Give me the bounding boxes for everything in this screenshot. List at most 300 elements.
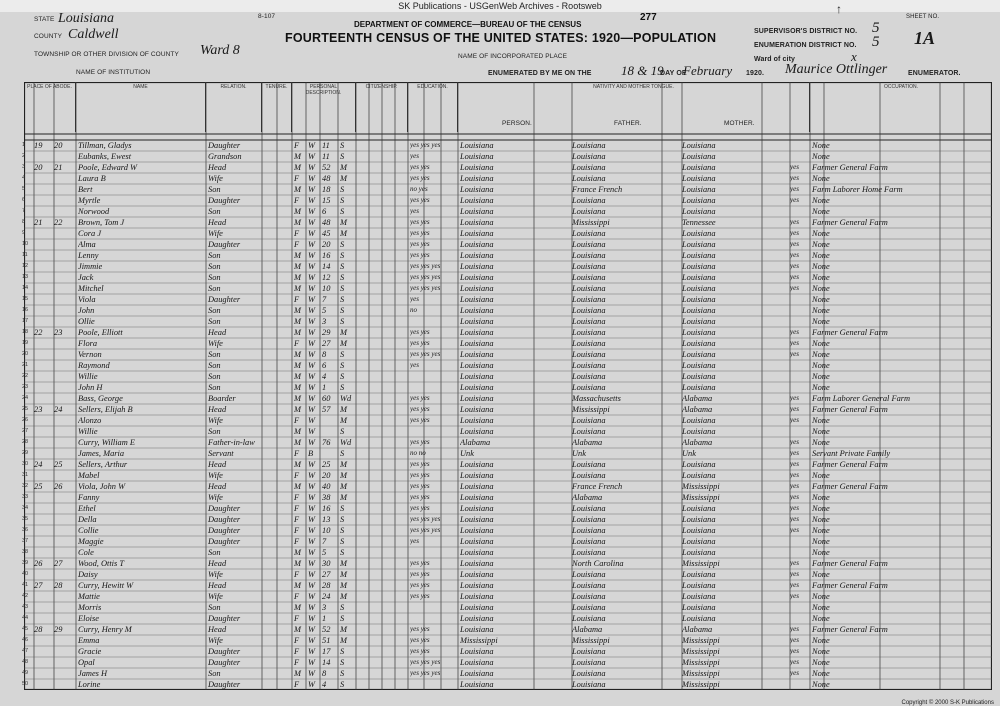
- cell-fpob: Louisiana: [572, 262, 606, 271]
- cell-rel: Son: [208, 317, 221, 326]
- cell-edu: [410, 613, 458, 624]
- county-value: Caldwell: [68, 27, 119, 42]
- cell-rel: Father-in-law: [208, 438, 255, 447]
- cell-edu: [410, 382, 458, 393]
- cell-ms: S: [340, 152, 345, 161]
- cell-race: W: [308, 383, 315, 392]
- cell-race: W: [308, 548, 315, 557]
- cell-name: Daisy: [78, 570, 98, 579]
- cell-edu: yes yes: [410, 504, 430, 512]
- cell-fpob: Louisiana: [572, 229, 606, 238]
- cell-occ: None: [812, 361, 830, 370]
- cell-dw: 25: [54, 460, 63, 469]
- cell-pob: Louisiana: [460, 581, 494, 590]
- cell-n: 23: [22, 384, 29, 390]
- cell-mpob: Alabama: [682, 625, 713, 634]
- cell-race: W: [308, 361, 315, 370]
- cell-mpob: Louisiana: [682, 251, 716, 260]
- cell-race: W: [308, 416, 315, 425]
- cell-edu: yes yes yes: [410, 284, 441, 292]
- cell-n: 48: [22, 659, 29, 665]
- cell-occ: None: [812, 427, 830, 436]
- column-header-citizenship: CITIZENSHIP.: [356, 82, 408, 132]
- cell-age: 40: [322, 482, 331, 491]
- cell-eng: yes: [790, 174, 799, 182]
- cell-rel: Daughter: [208, 537, 241, 546]
- cell-sex: M: [294, 218, 301, 227]
- cell-dw: [54, 294, 72, 305]
- cell-edu: yes yes yes: [410, 515, 441, 523]
- cell-n: 47: [22, 648, 29, 654]
- cell-race: W: [308, 504, 315, 513]
- table-row: [24, 283, 992, 294]
- cell-mpob: Louisiana: [682, 361, 716, 370]
- cell-rel: Daughter: [208, 647, 241, 656]
- cell-ms: S: [340, 449, 345, 458]
- cell-eng: [790, 613, 808, 624]
- cell-edu: yes yes: [410, 405, 430, 413]
- cell-edu: [410, 426, 458, 437]
- cell-ms: M: [340, 581, 347, 590]
- cell-ms: S: [340, 427, 345, 436]
- cell-pob: Louisiana: [460, 537, 494, 546]
- table-row: [24, 415, 992, 426]
- cell-ms: S: [340, 317, 345, 326]
- cell-mpob: Louisiana: [682, 592, 716, 601]
- cell-race: W: [308, 152, 315, 161]
- cell-race: W: [308, 427, 315, 436]
- cell-edu: yes yes: [410, 647, 430, 655]
- cell-edu: yes yes: [410, 229, 430, 237]
- cell-fpob: Louisiana: [572, 427, 606, 436]
- cell-race: W: [308, 141, 315, 150]
- column-header-relation: RELATION.: [206, 82, 262, 132]
- cell-name: Ollie: [78, 317, 95, 326]
- cell-eng: [790, 536, 808, 547]
- cell-fam: [34, 536, 52, 547]
- cell-dw: [54, 349, 72, 360]
- cell-eng: yes: [790, 328, 799, 336]
- cell-eng: [790, 426, 808, 437]
- cell-pob: Louisiana: [460, 603, 494, 612]
- cell-edu: yes yes: [410, 570, 430, 578]
- cell-sex: F: [294, 493, 300, 502]
- cell-dw: [54, 591, 72, 602]
- cell-pob: Louisiana: [460, 504, 494, 513]
- cell-rel: Daughter: [208, 240, 241, 249]
- cell-ms: M: [340, 625, 347, 634]
- cell-name: Alonzo: [78, 416, 102, 425]
- cell-fpob: Unk: [572, 449, 586, 458]
- form-number: 8-107: [258, 13, 276, 20]
- table-row: [24, 217, 992, 228]
- cell-n: 1: [22, 142, 26, 148]
- cell-mpob: Louisiana: [682, 537, 716, 546]
- cell-age: 10: [322, 284, 331, 293]
- cell-mpob: Louisiana: [682, 317, 716, 326]
- cell-fam: [34, 393, 52, 404]
- table-row: [24, 646, 992, 657]
- cell-sex: M: [294, 372, 301, 381]
- cell-age: 1: [322, 383, 327, 392]
- table-row: [24, 503, 992, 514]
- enumerator-name: Maurice Ottlinger: [785, 62, 888, 77]
- cell-ms: S: [340, 372, 345, 381]
- cell-pob: Louisiana: [460, 416, 494, 425]
- cell-n: 26: [22, 417, 29, 423]
- cell-occ: None: [812, 339, 830, 348]
- cell-dw: [54, 492, 72, 503]
- cell-age: 8: [322, 350, 327, 359]
- table-row: [24, 305, 992, 316]
- cell-occ: None: [812, 372, 830, 381]
- cell-fam: [34, 426, 52, 437]
- cell-dw: 28: [54, 581, 63, 590]
- cell-dw: [54, 239, 72, 250]
- cell-age: 51: [322, 636, 331, 645]
- cell-race: W: [308, 460, 315, 469]
- cell-dw: [54, 360, 72, 371]
- cell-fam: [34, 272, 52, 283]
- cell-mpob: Louisiana: [682, 273, 716, 282]
- cell-mpob: Alabama: [682, 394, 713, 403]
- cell-sex: M: [294, 460, 301, 469]
- cell-eng: yes: [790, 625, 799, 633]
- cell-rel: Wife: [208, 229, 223, 238]
- cell-n: 20: [22, 351, 29, 357]
- cell-fam: [34, 470, 52, 481]
- cell-eng: yes: [790, 339, 799, 347]
- cell-ms: S: [340, 537, 345, 546]
- cell-eng: yes: [790, 592, 799, 600]
- cell-fpob: Louisiana: [572, 240, 606, 249]
- cell-fam: [34, 338, 52, 349]
- cell-fpob: Alabama: [572, 493, 603, 502]
- cell-eng: yes: [790, 493, 799, 501]
- cell-fpob: Louisiana: [572, 152, 606, 161]
- enumerator-label: ENUMERATOR.: [908, 70, 961, 77]
- cell-rel: Daughter: [208, 526, 241, 535]
- cell-age: 11: [322, 152, 330, 161]
- cell-edu: [410, 679, 458, 690]
- cell-name: Mitchel: [78, 284, 104, 293]
- cell-occ: None: [812, 526, 830, 535]
- cell-fpob: Louisiana: [572, 372, 606, 381]
- cell-sex: M: [294, 548, 301, 557]
- cell-ms: S: [340, 614, 345, 623]
- sheet-label: SHEET NO.: [906, 14, 940, 20]
- cell-rel: Son: [208, 284, 221, 293]
- cell-rel: Son: [208, 383, 221, 392]
- cell-fam: [34, 239, 52, 250]
- cell-mpob: Alabama: [682, 405, 713, 414]
- cell-age: 15: [322, 196, 331, 205]
- enumeration-month: February: [683, 63, 733, 78]
- cell-name: Wood, Ottis T: [78, 559, 124, 568]
- cell-rel: Daughter: [208, 141, 241, 150]
- cell-dw: [54, 305, 72, 316]
- cell-occ: None: [812, 416, 830, 425]
- cell-sex: M: [294, 394, 301, 403]
- cell-fam: [34, 448, 52, 459]
- cell-age: 24: [322, 592, 331, 601]
- cell-mpob: Louisiana: [682, 174, 716, 183]
- cell-ms: M: [340, 416, 347, 425]
- sheet-number: 277: [640, 12, 657, 23]
- cell-eng: yes: [790, 284, 799, 292]
- cell-fpob: Louisiana: [572, 592, 606, 601]
- table-row: [24, 404, 992, 415]
- cell-name: Myrtle: [78, 196, 101, 205]
- cell-sex: F: [294, 504, 300, 513]
- cell-name: Bass, George: [78, 394, 123, 403]
- cell-fam: 27: [34, 581, 43, 590]
- cell-fpob: Louisiana: [572, 515, 606, 524]
- cell-fpob: Louisiana: [572, 251, 606, 260]
- cell-fpob: Mississippi: [572, 405, 610, 414]
- cell-fpob: Louisiana: [572, 416, 606, 425]
- cell-edu: yes yes: [410, 328, 430, 336]
- cell-name: Viola, John W: [78, 482, 126, 491]
- cell-name: Eubanks, Ewest: [78, 152, 132, 161]
- cell-pob: Louisiana: [460, 328, 494, 337]
- cell-fam: 25: [34, 482, 43, 491]
- cell-ms: M: [340, 482, 347, 491]
- institution-label: NAME OF INSTITUTION: [76, 69, 151, 76]
- cell-rel: Son: [208, 669, 221, 678]
- cell-sex: F: [294, 614, 300, 623]
- cell-dw: [54, 536, 72, 547]
- cell-eng: yes: [790, 229, 799, 237]
- cell-fam: [34, 679, 52, 690]
- cell-name: Vernon: [78, 350, 102, 359]
- cell-eng: [790, 602, 808, 613]
- cell-n: 34: [22, 505, 29, 511]
- cell-ms: S: [340, 361, 345, 370]
- cell-n: 18: [22, 329, 29, 335]
- cell-age: 6: [322, 207, 327, 216]
- cell-edu: yes: [410, 295, 419, 303]
- cell-name: Opal: [78, 658, 95, 667]
- cell-n: 28: [22, 439, 29, 445]
- table-row: [24, 140, 992, 151]
- cell-eng: yes: [790, 218, 799, 226]
- cell-fam: 20: [34, 163, 43, 172]
- cell-ms: S: [340, 383, 345, 392]
- cell-race: W: [308, 493, 315, 502]
- cell-occ: Farmer General Farm: [812, 559, 888, 568]
- supervisor-label: SUPERVISOR'S DISTRICT NO.: [754, 28, 858, 35]
- cell-n: 7: [22, 208, 26, 214]
- cell-edu: yes yes yes: [410, 350, 441, 358]
- table-row: [24, 437, 992, 448]
- cell-dw: [54, 448, 72, 459]
- cell-dw: [54, 393, 72, 404]
- cell-pob: Louisiana: [460, 680, 494, 689]
- table-row: [24, 481, 992, 492]
- cell-n: 24: [22, 395, 29, 401]
- cell-ms: S: [340, 669, 345, 678]
- cell-n: 14: [22, 285, 29, 291]
- table-row: [24, 657, 992, 668]
- cell-fpob: Louisiana: [572, 339, 606, 348]
- cell-ms: M: [340, 636, 347, 645]
- cell-fpob: Louisiana: [572, 537, 606, 546]
- cell-fam: [34, 382, 52, 393]
- cell-edu: [410, 547, 458, 558]
- cell-rel: Wife: [208, 570, 223, 579]
- cell-age: 27: [322, 570, 331, 579]
- cell-rel: Boarder: [208, 394, 236, 403]
- cell-fam: [34, 316, 52, 327]
- cell-ms: S: [340, 207, 345, 216]
- cell-rel: Head: [208, 482, 227, 491]
- cell-eng: yes: [790, 658, 799, 666]
- cell-race: W: [308, 636, 315, 645]
- cell-eng: [790, 371, 808, 382]
- cell-ms: S: [340, 350, 345, 359]
- cell-n: 6: [22, 197, 26, 203]
- cell-name: Alma: [78, 240, 96, 249]
- cell-ms: S: [340, 504, 345, 513]
- cell-occ: None: [812, 251, 830, 260]
- cell-occ: None: [812, 152, 830, 161]
- cell-dw: [54, 503, 72, 514]
- table-row: [24, 448, 992, 459]
- cell-rel: Wife: [208, 339, 223, 348]
- cell-age: 76: [322, 438, 331, 447]
- cell-age: 17: [322, 647, 331, 656]
- cell-n: 35: [22, 516, 29, 522]
- cell-race: W: [308, 592, 315, 601]
- cell-race: W: [308, 185, 315, 194]
- cell-sex: M: [294, 163, 301, 172]
- table-row: [24, 239, 992, 250]
- cell-n: 9: [22, 230, 26, 236]
- cell-age: 45: [322, 229, 331, 238]
- cell-age: 52: [322, 163, 331, 172]
- cell-eng: yes: [790, 405, 799, 413]
- cell-eng: yes: [790, 394, 799, 402]
- table-row: [24, 382, 992, 393]
- cell-rel: Head: [208, 559, 227, 568]
- cell-fam: [34, 195, 52, 206]
- cell-pob: Louisiana: [460, 317, 494, 326]
- cell-n: 13: [22, 274, 29, 280]
- cell-rel: Wife: [208, 493, 223, 502]
- cell-fam: 28: [34, 625, 43, 634]
- cell-name: John: [78, 306, 95, 315]
- cell-mpob: Louisiana: [682, 570, 716, 579]
- cell-n: 43: [22, 604, 29, 610]
- cell-fam: [34, 305, 52, 316]
- cell-name: Curry, Henry M: [78, 625, 132, 634]
- cell-dw: 22: [54, 218, 63, 227]
- cell-fpob: Louisiana: [572, 141, 606, 150]
- cell-ms: M: [340, 229, 347, 238]
- cell-occ: None: [812, 548, 830, 557]
- cell-mpob: Louisiana: [682, 240, 716, 249]
- cell-dw: [54, 283, 72, 294]
- cell-fpob: Louisiana: [572, 383, 606, 392]
- cell-eng: [790, 547, 808, 558]
- cell-sex: M: [294, 361, 301, 370]
- cell-race: W: [308, 273, 315, 282]
- cell-n: 36: [22, 527, 29, 533]
- cell-sex: M: [294, 207, 301, 216]
- cell-dw: 23: [54, 328, 63, 337]
- cell-race: W: [308, 669, 315, 678]
- cell-age: 52: [322, 625, 331, 634]
- cell-race: W: [308, 328, 315, 337]
- cell-race: W: [308, 218, 315, 227]
- table-row: [24, 184, 992, 195]
- cell-fam: [34, 283, 52, 294]
- cell-age: 3: [322, 317, 327, 326]
- cell-name: Cole: [78, 548, 94, 557]
- cell-fpob: Louisiana: [572, 174, 606, 183]
- cell-edu: [410, 602, 458, 613]
- cell-race: B: [308, 449, 314, 458]
- cell-age: 28: [322, 581, 331, 590]
- cell-mpob: Mississippi: [682, 482, 720, 491]
- cell-eng: yes: [790, 185, 799, 193]
- cell-n: 3: [22, 164, 26, 170]
- cell-sex: M: [294, 350, 301, 359]
- cell-fam: 19: [34, 141, 43, 150]
- cell-mpob: Mississippi: [682, 493, 720, 502]
- cell-eng: yes: [790, 163, 799, 171]
- cell-edu: yes yes: [410, 218, 430, 226]
- cell-name: Della: [78, 515, 97, 524]
- cell-occ: None: [812, 636, 830, 645]
- cell-dw: [54, 635, 72, 646]
- table-row: [24, 624, 992, 635]
- cell-dw: [54, 228, 72, 239]
- cell-fam: [34, 503, 52, 514]
- cell-ms: M: [340, 163, 347, 172]
- cell-pob: Alabama: [460, 438, 491, 447]
- cell-fam: [34, 635, 52, 646]
- cell-pob: Louisiana: [460, 669, 494, 678]
- cell-race: W: [308, 163, 315, 172]
- cell-race: W: [308, 229, 315, 238]
- cell-pob: Louisiana: [460, 163, 494, 172]
- table-row: [24, 349, 992, 360]
- cell-name: Eloise: [78, 614, 99, 623]
- cell-edu: yes: [410, 537, 419, 545]
- table-row: [24, 547, 992, 558]
- enumeration-district-value: 5: [872, 34, 880, 50]
- cell-ms: S: [340, 658, 345, 667]
- cell-sex: F: [294, 295, 300, 304]
- cell-occ: None: [812, 647, 830, 656]
- cell-race: W: [308, 471, 315, 480]
- cell-occ: Farmer General Farm: [812, 405, 888, 414]
- cell-race: W: [308, 251, 315, 260]
- cell-dw: [54, 316, 72, 327]
- cell-fpob: Louisiana: [572, 581, 606, 590]
- cell-rel: Wife: [208, 636, 223, 645]
- cell-occ: None: [812, 680, 830, 689]
- cell-sex: M: [294, 625, 301, 634]
- cell-n: 8: [22, 219, 26, 225]
- cell-dw: [54, 470, 72, 481]
- cell-sex: F: [294, 174, 300, 183]
- cell-edu: yes yes: [410, 438, 430, 446]
- cell-fpob: Massachusetts: [572, 394, 621, 403]
- cell-eng: [790, 294, 808, 305]
